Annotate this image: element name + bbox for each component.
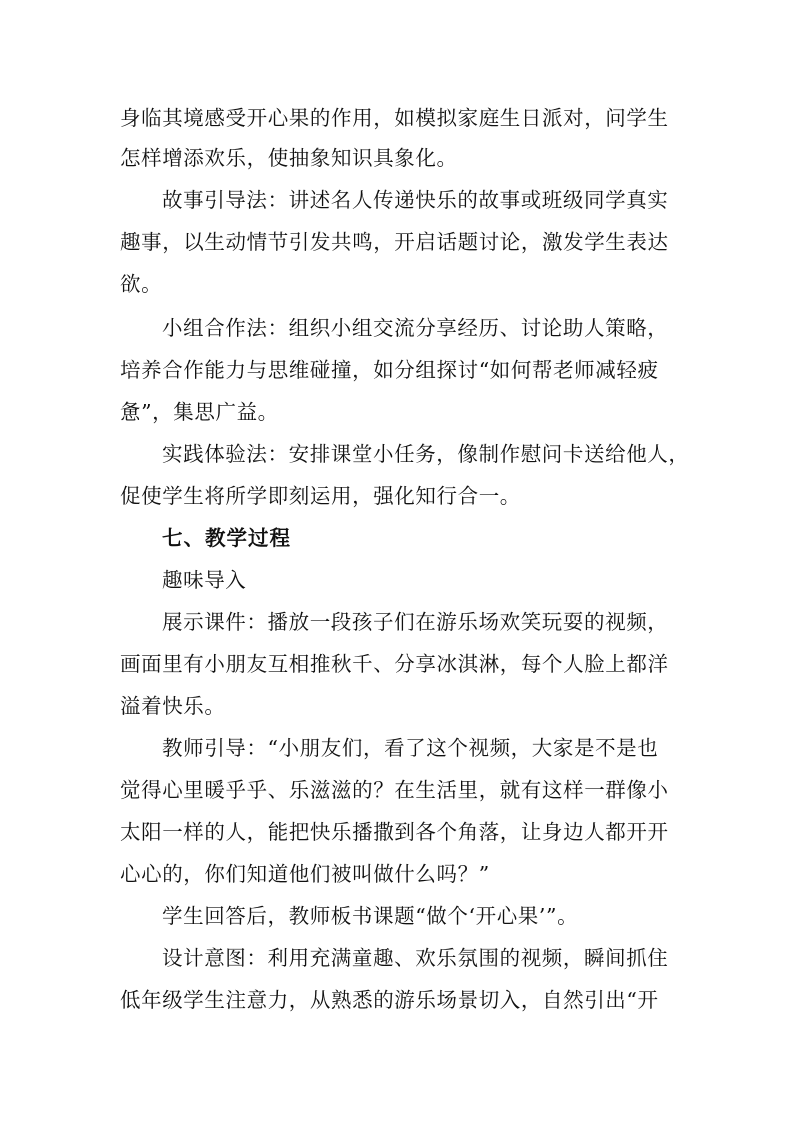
paragraph-line: 身临其境感受开心果的作用，如模拟家庭生日派对，问学生 xyxy=(120,106,669,130)
paragraph-line: 促使学生将所学即刻运用，强化知行合一。 xyxy=(120,484,521,508)
paragraph-line: 培养合作能力与思维碰撞，如分组探讨“如何帮老师减轻疲 xyxy=(120,358,659,382)
paragraph-line: 教师引导：“小朋友们，看了这个视频，大家是不是也 xyxy=(162,736,659,760)
paragraph-line: 实践体验法：安排课堂小任务，像制作慰问卡送给他人， xyxy=(162,442,690,466)
paragraph-line: 怎样增添欢乐，使抽象知识具象化。 xyxy=(120,146,458,170)
paragraph-line: 学生回答后，教师板书课题“做个‘开心果’”。 xyxy=(162,904,579,928)
paragraph-line: 溢着快乐。 xyxy=(120,694,226,718)
section-heading: 七、教学过程 xyxy=(162,526,291,550)
paragraph-line: 太阳一样的人，能把快乐播撒到各个角落，让身边人都开开 xyxy=(120,820,669,844)
paragraph-line: 设计意图：利用充满童趣、欢乐氛围的视频，瞬间抓住 xyxy=(162,946,669,970)
paragraph-line: 故事引导法：讲述名人传递快乐的故事或班级同学真实 xyxy=(162,188,669,212)
paragraph-line: 画面里有小朋友互相推秋千、分享冰淇淋，每个人脸上都洋 xyxy=(120,652,669,676)
paragraph-line: 低年级学生注意力，从熟悉的游乐场景切入，自然引出“开 xyxy=(120,988,659,1012)
paragraph-line: 心心的，你们知道他们被叫做什么吗？” xyxy=(120,862,490,886)
subheading: 趣味导入 xyxy=(162,568,247,592)
paragraph-line: 惫”，集思广益。 xyxy=(120,400,279,424)
paragraph-line: 趣事，以生动情节引发共鸣，开启话题讨论，激发学生表达 xyxy=(120,230,669,254)
paragraph-line: 欲。 xyxy=(120,272,163,296)
paragraph-line: 觉得心里暖乎乎、乐滋滋的？在生活里，就有这样一群像小 xyxy=(120,778,669,802)
paragraph-line: 展示课件：播放一段孩子们在游乐场欢笑玩耍的视频， xyxy=(162,610,669,634)
paragraph-line: 小组合作法：组织小组交流分享经历、讨论助人策略， xyxy=(162,316,669,340)
